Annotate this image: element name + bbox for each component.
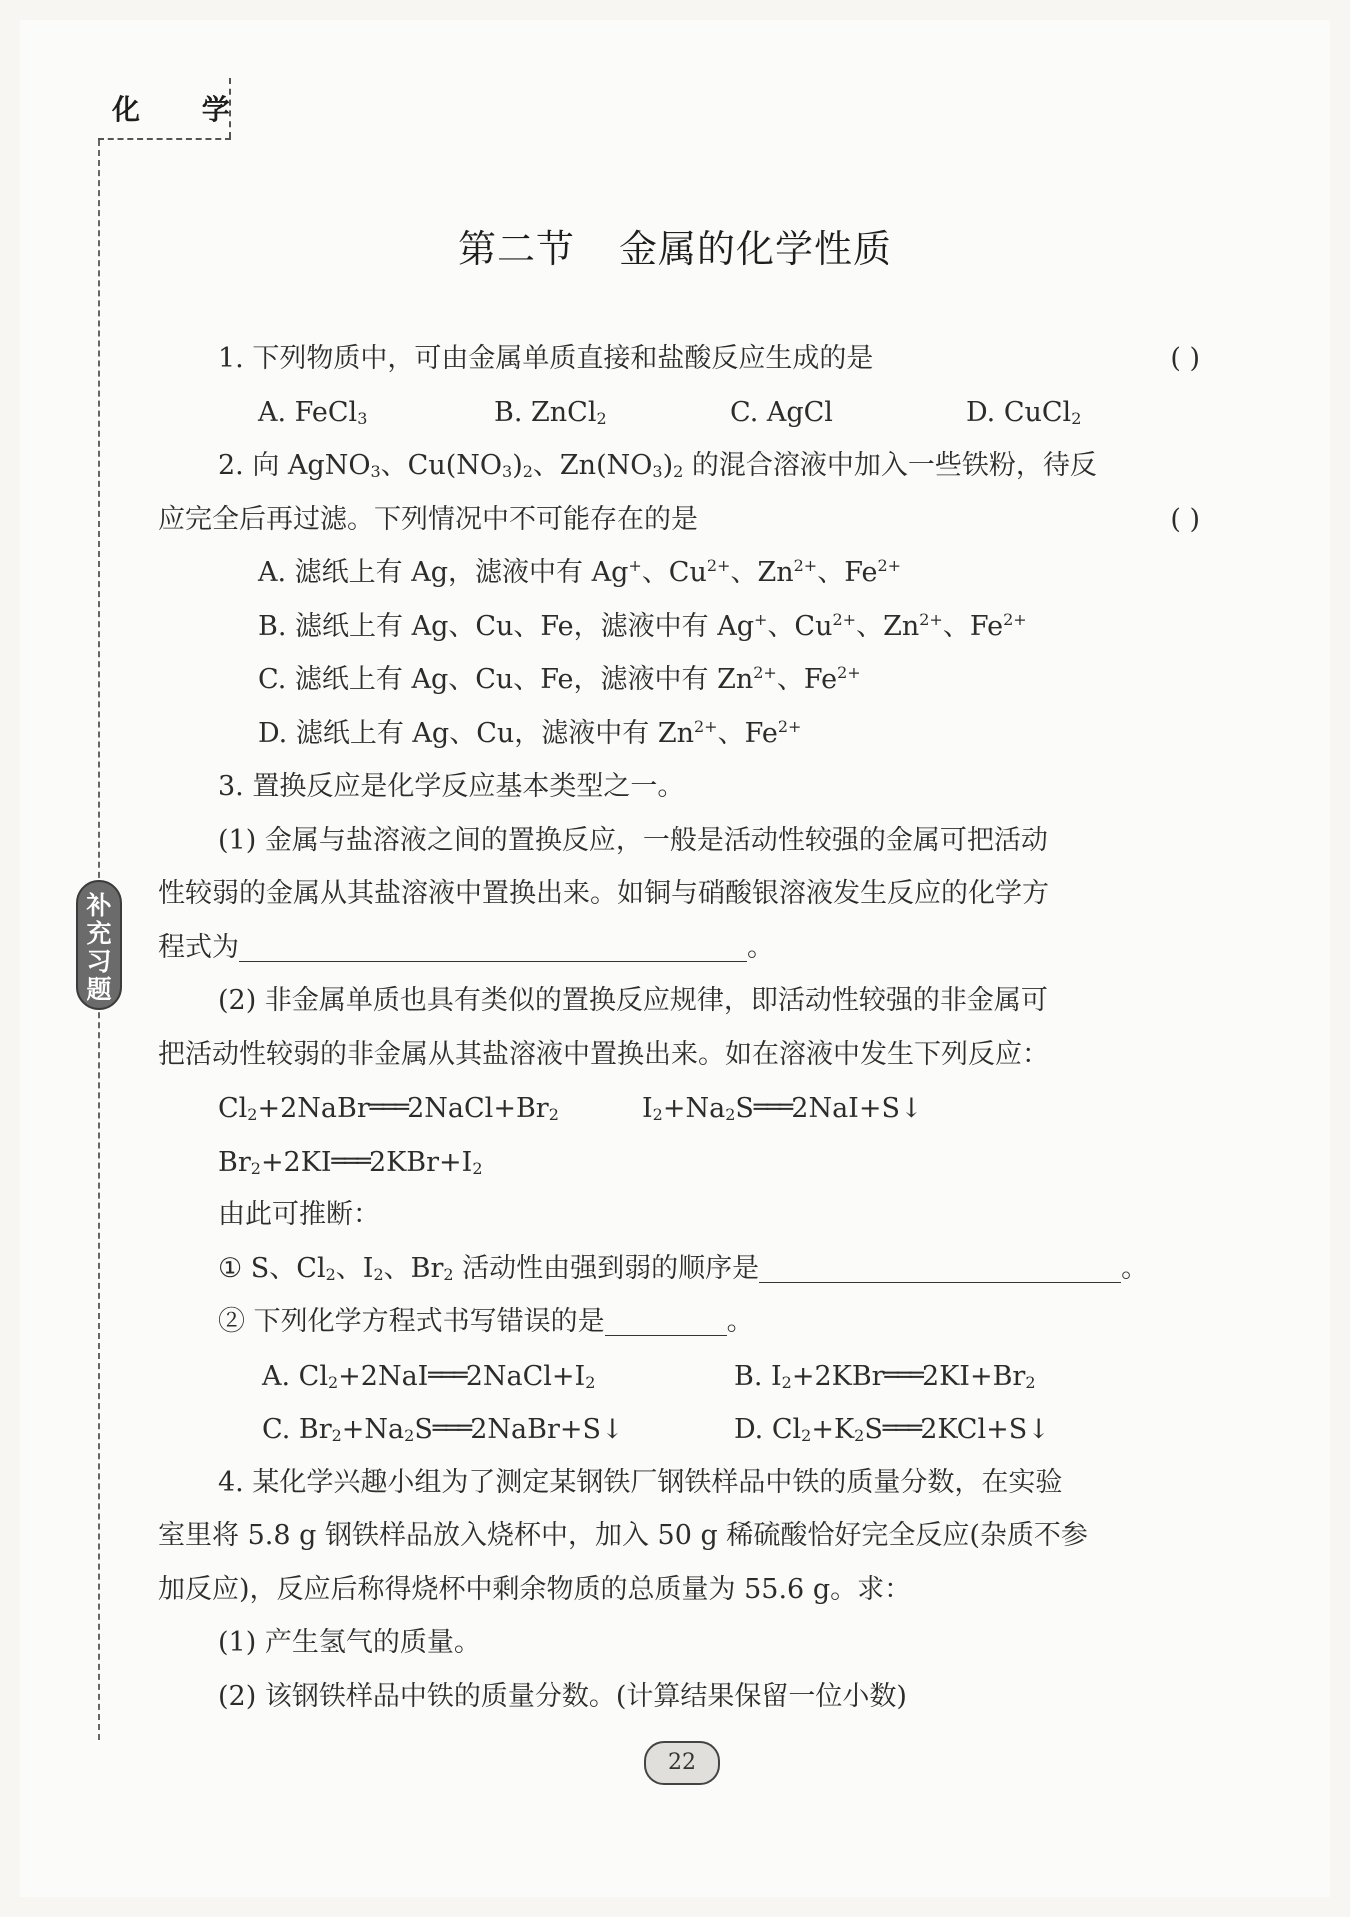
q1-option-a: A. FeCl$_3$ [258, 396, 368, 428]
q3-part2-line1: (2) 非金属单质也具有类似的置换反应规律，即活动性较强的非金属可 [218, 985, 1048, 1016]
side-tab-char: 充 [86, 919, 112, 948]
q3-part1-line1: (1) 金属与盐溶液之间的置换反应，一般是活动性较强的金属可把活动 [218, 824, 1048, 856]
q4-line2: 室里将 5.8 g 钢铁样品放入烧杯中，加入 50 g 稀硫酸恰好完全反应(杂质不参 [158, 1520, 1088, 1551]
side-tab-char: 补 [86, 891, 112, 920]
q3-option-d: D. $Cl_2+K_2S═══2KCl+S↓$ [734, 1414, 1050, 1445]
header-underline [98, 138, 231, 140]
equation-1: $Cl_2+2NaBr═══2NaCl+Br_2$ [218, 1093, 559, 1124]
q3-part1-line3: 程式为 。 [158, 931, 774, 963]
q4-line1: 4. 某化学兴趣小组为了测定某钢铁厂钢铁样品中铁的质量分数，在实验 [218, 1466, 1063, 1498]
q2-stem-line2: 应完全后再过滤。下列情况中不可能存在的是 ( ) [158, 493, 1206, 547]
q4-subquestion-1: (1) 产生氢气的质量。 [218, 1627, 481, 1658]
side-tab-supplementary-exercises [76, 880, 122, 1010]
q3-part2-line2: 把活动性较弱的非金属从其盐溶液中置换出来。如在溶液中发生下列反应： [158, 1038, 1049, 1070]
q2-stem-line1: 2. 向 AgNO$_3$、$Cu(NO_3)_2$、$Zn(NO_3)_2$ 的混合溶液中加入一些铁粉，待反 [218, 450, 1097, 481]
page-number: 22 [644, 1741, 720, 1785]
q1-options [158, 386, 1206, 440]
q1-option-b: B. ZnCl$_2$ [494, 396, 607, 428]
section-number: 第二节 [457, 227, 575, 271]
q1-option-d: D. CuCl$_2$ [966, 396, 1082, 428]
q1-stem: 1. 下列物质中，可由金属单质直接和盐酸反应生成的是 ( ) [158, 332, 1206, 386]
q2-option-c: C. 滤纸上有 Ag、Cu、Fe，滤液中有 $Zn^{2+}$、$Fe^{2+}$ [258, 663, 861, 695]
q3-options-row1 [158, 1349, 1206, 1403]
q3-option-b: B. $I_2+2KBr═══2KI+Br_2$ [734, 1360, 1036, 1392]
equation-3: $Br_2+2KI═══2KBr+I_2$ [218, 1146, 483, 1178]
q4-line3: 加反应)，反应后称得烧杯中剩余物质的总质量为 55.6 g。求： [158, 1573, 912, 1605]
q2-option-b: B. 滤纸上有 Ag、Cu、Fe，滤液中有 Ag+、$Cu^{2+}$、$Zn^{2+}$、$Fe^{2+}$ [258, 609, 1027, 642]
answer-blank[interactable] [605, 1305, 727, 1336]
side-tab-char: 题 [86, 975, 112, 1004]
q3-subquestion-2: ② 下列化学方程式书写错误的是 。 [218, 1306, 754, 1337]
q2-option-a: A. 滤纸上有 Ag，滤液中有 Ag+、$Cu^{2+}$、$Zn^{2+}$、$Fe^{2+}$ [258, 556, 902, 588]
q3-option-a: A. $Cl_2+2NaI═══2NaCl+I_2$ [262, 1360, 596, 1392]
equation-2: $I_2+Na_2S═══2NaI+S↓$ [642, 1093, 923, 1124]
answer-bracket: ( ) [1170, 503, 1200, 535]
q3-options-row2 [158, 1402, 1206, 1456]
answer-blank[interactable] [759, 1252, 1121, 1283]
q1-option-c: C. AgCl [730, 396, 833, 428]
answer-bracket: ( ) [1170, 343, 1200, 374]
q3-equations-row1 [158, 1081, 1206, 1135]
q3-infer: 由此可推断： [218, 1199, 380, 1230]
header-divider [229, 78, 231, 138]
answer-blank[interactable] [239, 931, 747, 962]
subject-header: 化 学 [112, 93, 256, 126]
q4-subquestion-2: (2) 该钢铁样品中铁的质量分数。(计算结果保留一位小数) [218, 1680, 907, 1712]
section-title [0, 218, 1350, 273]
side-tab-char: 习 [86, 947, 112, 976]
section-name: 金属的化学性质 [619, 227, 893, 271]
q2-option-d: D. 滤纸上有 Ag、Cu，滤液中有 $Zn^{2+}$、$Fe^{2+}$ [258, 716, 802, 749]
q3-subquestion-1: ① S、$Cl_2$、$I_2$、$Br_2$ 活动性由强到弱的顺序是 。 [218, 1252, 1149, 1284]
q3-part1-line2: 性较弱的金属从其盐溶液中置换出来。如铜与硝酸银溶液发生反应的化学方 [158, 878, 1049, 909]
q3-stem: 3. 置换反应是化学反应基本类型之一。 [218, 771, 685, 802]
q3-option-c: C. $Br_2+Na_2S═══2NaBr+S↓$ [262, 1414, 624, 1445]
exercise-content [158, 332, 1206, 1723]
